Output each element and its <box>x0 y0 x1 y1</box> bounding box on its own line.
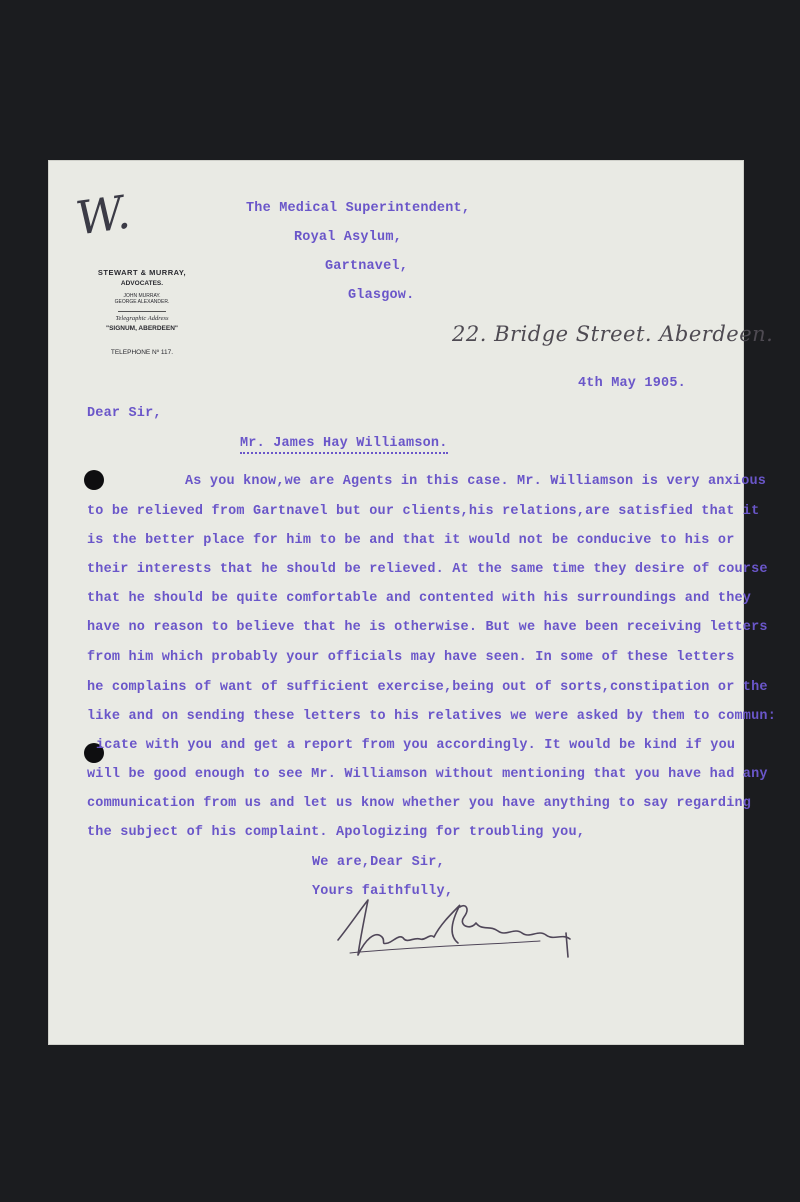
letterhead-partners <box>92 293 192 305</box>
body-line: will be good enough to see Mr. Williamson without mentioning that you have had any <box>87 767 768 782</box>
body-line: icate with you and get a report from you accordingly. It would be kind if you <box>96 738 736 753</box>
letterhead-partner: GEORGE ALEXANDER. <box>114 299 170 305</box>
letterhead-firm: STEWART & MURRAY, <box>97 268 187 277</box>
letterhead-telegraphic-address: "SIGNUM, ABERDEEN" <box>105 325 178 332</box>
margin-annotation: W. <box>72 184 134 246</box>
body-line: from him which probably your officials may have seen. In some of these letters <box>87 650 735 665</box>
handwritten-signature <box>330 895 580 965</box>
sender-address: 22. Bridge Street. Aberdeen. <box>452 322 774 346</box>
body-line: is the better place for him to be and that it would not be conducive to his or <box>87 533 735 548</box>
letter-subject: Mr. James Hay Williamson. <box>240 436 448 454</box>
letterhead-role: ADVOCATES. <box>120 280 164 287</box>
punch-hole <box>84 470 104 490</box>
body-line: have no reason to believe that he is otherwise. But we have been receiving letters <box>87 620 768 635</box>
body-line: like and on sending these letters to his relatives we were asked by them to commun: <box>87 709 777 724</box>
body-line: that he should be quite comfortable and contented with his surroundings and they <box>87 591 752 606</box>
body-line: to be relieved from Gartnavel but our clients,his relations,are satisfied that it <box>87 504 760 519</box>
letterhead-partner: JOHN MURRAY. <box>123 293 161 299</box>
letterhead-divider <box>118 311 166 312</box>
closing-line: Yours faithfully, <box>312 884 454 899</box>
letter-date: 4th May 1905. <box>578 376 686 391</box>
recipient-line: The Medical Superintendent, <box>246 201 471 216</box>
recipient-line: Glasgow. <box>348 288 415 303</box>
body-line: the subject of his complaint. Apologizing for troubling you, <box>87 825 586 840</box>
body-line: he complains of want of sufficient exercise,being out of sorts,constipation or the <box>87 680 768 695</box>
body-line: As you know,we are Agents in this case. Mr. Williamson is very anxious <box>185 474 767 489</box>
letterhead-telegraphic-label: Telegraphic Address <box>115 315 169 322</box>
closing-line: We are,Dear Sir, <box>312 855 445 870</box>
body-line: their interests that he should be relieved. At the same time they desire of course <box>87 562 768 577</box>
recipient-line: Gartnavel, <box>325 259 409 274</box>
salutation: Dear Sir, <box>87 406 162 421</box>
body-line: communication from us and let us know whether you have anything to say regarding <box>87 796 752 811</box>
letterhead-telephone: TELEPHONE Nº 117. <box>110 349 174 356</box>
recipient-line: Royal Asylum, <box>294 230 402 245</box>
